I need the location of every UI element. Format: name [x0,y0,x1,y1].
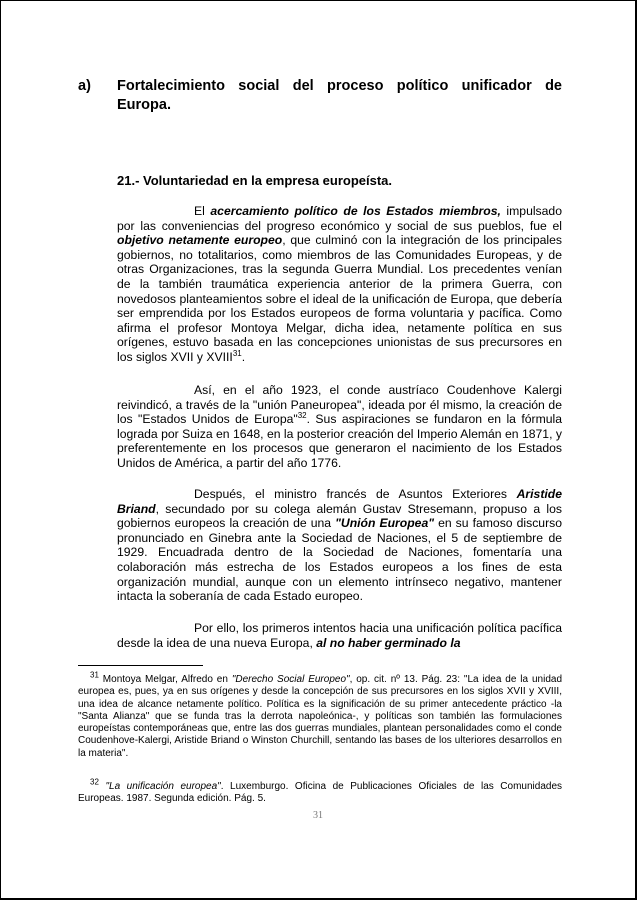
paragraph-text: en su famoso discurso pronunciado en Ginebra ante la Sociedad de Naciones, el 5 de septiembre de 1929. Encuadrada dentro de la Sociedad de Naciones, fomentaría una colaboración más estrecha de los Estados europeos a los fines de esta organización mundial, aunque con un elemento intrínseco negativo, mantener intacta la soberanía de cada Estado europeo. [117,516,563,604]
paragraph-3 [117,487,562,604]
footnote-ref-31[interactable]: 31 [232,348,242,358]
emphasis-text: al no haber germinado la [316,635,461,650]
emphasis-text: Aristide Briand [117,487,562,516]
section-heading [78,77,562,115]
emphasis-text: objetivo netamente europeo [117,233,283,248]
paragraph-text: , que culminó con la integración de los principales gobiernos, no totalitarios, como miembros de las Comunidades Europeas, y de otras Organizaciones, tras la segunda Guerra Mundial. Los precedentes venían de la también traumática experiencia anterior de la primera Guerra, con novedosos planteamientos sobre el ideal de la unificación de Europa, que debería ser emprendida por los Estados europeos de forma voluntaria y pacífica. Como afirma el profesor Montoya Melgar, dicha idea, netamente política en sus orígenes, estuvo basada en las concepciones unionistas de sus precursores en los siglos XVII y XVIII [117,233,562,364]
paragraph-text: Así, en el año 1923, el conde austríaco Coudenhove Kalergi reivindicó, a través de la "unión Paneuropea", ideada por él mismo, la creación de los "Estados Unidos de Europa" [117,383,562,427]
footnote-text: , op. cit. nº 13. Pág. 23: "La idea de la unidad europea es, pues, ya en sus orígenes y desde la concepción de sus precursores en los siglos XVII y XVIII, una idea de alcance netamente político. Política es la significación de su primer antecedente práctico -la "Santa Alianza" que se funda tras la derrota napoleónica-, y políticas son también las formulaciones europeístas contemporáneas que, entre las dos guerras mundiales, plantean personalidades como el conde Coudenhove-Kalergi, Aristide Briand o Winston Churchill, sentando las bases de los ulteriores desarrollos en la materia". [78,674,563,759]
heading-letter: a) [78,78,91,94]
paragraph-text: Después, el ministro francés de Asuntos Exteriores [194,487,517,501]
emphasis-text: "Unión Europea" [335,516,435,531]
paragraph-2 [117,383,562,471]
paragraph-text: impulsado por las conveniencias del progreso económico y social de sus pueblos, fue el [117,204,562,233]
footnote-number: 32 [90,777,99,787]
paragraph-text: . Sus aspiraciones se fundaron en la fórmula lograda por Suiza en 1648, en la posterior creación del Imperio Alemán en 1871, y preferentemente en los procesos que generaron el nacimiento de los Estados Unidos de América, a partir del año 1776. [117,412,562,470]
paragraph-text: Por ello, los primeros intentos hacia una unificación política pacífica desde la idea de una nueva Europa, [117,621,562,650]
heading-text: Fortalecimiento social del proceso político unificador de Europa. [117,78,562,113]
footnote-31 [78,670,563,760]
paragraph-text: . [241,349,246,364]
paragraph-text: El [194,204,211,218]
footnote-italic: "La unificación europea" [105,781,221,792]
footnote-ref-32[interactable]: 32 [297,411,307,421]
paragraph-4 [117,621,562,650]
footnote-italic: "Derecho Social Europeo" [231,674,350,685]
emphasis-text: acercamiento político de los Estados miembros, [210,204,501,218]
paragraph-text: , secundado por su colega alemán Gustav Stresemann, propuso a los gobiernos europeos la creación de una [117,501,562,531]
footnote-text: . Luxemburgo. Oficina de Publicaciones Oficiales de las Comunidades Europeas. 1987. Segunda edición. Pág. 5. [78,781,563,805]
footnote-number: 31 [90,670,99,680]
footnote-text: Montoya Melgar, Alfredo en [98,674,232,685]
subsection-title: 21.- Voluntariedad en la empresa europeísta. [117,173,393,188]
paragraph-1 [117,204,562,365]
footnote-32 [78,777,563,806]
footnote-separator [78,665,203,666]
page-number: 31 [313,810,323,821]
